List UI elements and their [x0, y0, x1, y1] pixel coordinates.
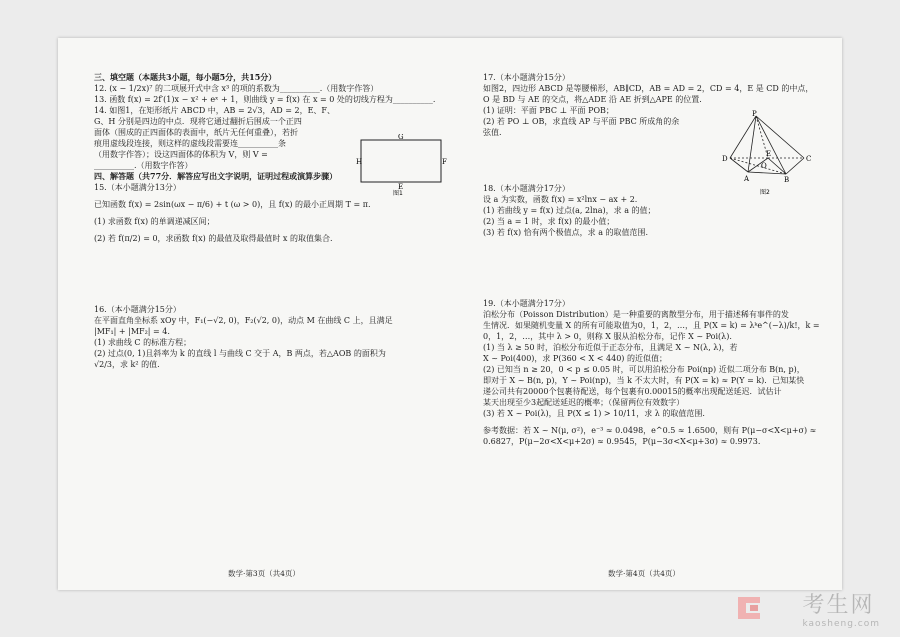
left-text-line: 面体（围成的正四面体的表面中，纸片无任何重叠），若折	[94, 128, 298, 137]
right-text-line: (1) 若曲线 y = f(x) 过点(a, 2lna)，求 a 的值；	[483, 206, 656, 215]
left-text-line: 四、解答题（共77分．解答应写出文字说明，证明过程或演算步骤）	[94, 171, 338, 181]
left-text-line: 在平面直角坐标系 xOy 中，F₁(−√2, 0)，F₂(√2, 0)，动点 M 在曲线 C 上，且满足	[94, 316, 393, 325]
left-text-line: (2) 若 f(π/2) = 0，求函数 f(x) 的最值及取得最值时 x 的取值集合.	[94, 234, 333, 243]
fig1-label-f: F	[442, 158, 447, 166]
left-text-line: 12. (x − 1/2x)⁷ 的二项展开式中含 x³ 的项的系数为__________.（用数字作答）	[94, 84, 379, 93]
left-text-line: (1) 求函数 f(x) 的单调递减区间；	[94, 217, 215, 226]
left-text-line: √2/3，求 k² 的值.	[94, 360, 160, 369]
left-text-line: （用数字作答）；设这四面体的体积为 V，则 V =	[94, 150, 268, 159]
right-text-line: 17.（本小题满分15分）	[483, 73, 570, 82]
left-text-line: 16.（本小题满分15分）	[94, 305, 181, 314]
right-text-line: 参考数据：若 X ~ N(μ, σ²)，e⁻³ ≈ 0.0498，e^0.5 ≈ 1.6500，则有 P(μ−σ<X<μ+σ) ≈	[483, 426, 817, 435]
exam-sheet	[58, 38, 842, 590]
right-text-line: (2) 已知当 n ≥ 20，0 < p ≤ 0.05 时，可以用泊松分布 Poi(np) 近似二项分布 B(n, p)，	[483, 365, 805, 374]
right-text-line: (3) 若 X ~ Poi(λ)，且 P(X ≤ 1) > 10/11，求 λ 的取值范围.	[483, 409, 705, 418]
right-text-line: 0，1，2，…，其中 λ > 0，则称 X 服从泊松分布，记作 X ~ Poi(λ).	[483, 332, 732, 341]
fig2-label-e: E	[766, 150, 772, 158]
right-text-line: 弦值.	[483, 128, 502, 137]
left-text-line	[94, 244, 454, 304]
left-text-line: G、H 分别是四边的中点．现将它通过翻折后围成一个正四	[94, 117, 302, 126]
right-text-line: 设 a 为实数，函数 f(x) = x²lnx − ax + 2.	[483, 195, 638, 204]
fig2-label-o: O	[761, 162, 767, 170]
right-text-line: (2) 若 PO ⊥ OB，求直线 AP 与平面 PBC 所成角的余	[483, 117, 680, 126]
fig1-caption: 图1	[393, 190, 403, 196]
left-text-line: (1) 求曲线 C 的标准方程；	[94, 338, 192, 347]
right-text-line: (1) 当 λ ≥ 50 时，泊松分布近似于正态分布，且满足 X ~ N(λ, λ)，若	[483, 343, 738, 352]
right-text-line	[483, 238, 813, 298]
fig2-label-b: B	[784, 176, 790, 184]
footer-left: 数学·第3页（共4页）	[228, 569, 300, 578]
watermark-logo-icon	[734, 593, 764, 623]
left-text-line: __________.（用数字作答）	[94, 161, 193, 170]
figure-1	[356, 134, 451, 196]
left-text-line: (2) 过点(0, 1)且斜率为 k 的直线 l 与曲线 C 交于 A，B 两点，若△AOB 的面积为	[94, 349, 386, 358]
right-text-line: X ~ Poi(400)，求 P(360 < X < 440) 的近似值；	[483, 354, 667, 363]
watermark-name: 考生网	[802, 593, 875, 618]
right-text-line: 泊松分布（Poisson Distribution）是一种重要的离散型分布，用于描述稀有事件的发	[483, 310, 789, 319]
left-text-line: 13. 函数 f(x) = 2f′(1)x − x² + eˣ + 1，则曲线 y = f(x) 在 x = 0 处的切线方程为__________.	[94, 95, 436, 104]
left-text-line: 15.（本小题满分13分）	[94, 183, 181, 192]
right-text-line: 如图2，四边形 ABCD 是等腰梯形，AB∥CD，AB = AD = 2，CD = 4，E 是 CD 的中点，	[483, 84, 814, 93]
right-text-line: (1) 证明：平面 PBC ⊥ 平面 POB；	[483, 106, 614, 115]
fig2-label-a: A	[744, 175, 750, 183]
fig2-label-d: D	[722, 155, 728, 163]
right-text-line: O 是 BD 与 AE 的交点，将△ADE 沿 AE 折到△APE 的位置.	[483, 95, 702, 104]
right-text-line: 递公司共有20000个包裹待配送，每个包裹有0.00015的概率出现配送延迟．试估计	[483, 387, 782, 396]
right-text-line: 生情况．如果随机变量 X 的所有可能取值为0，1，2，…，且 P(X = k) = λᵏe^(−λ)/k!，k =	[483, 321, 820, 330]
left-text-line: 三、填空题（本题共3小题，每小题5分，共15分）	[94, 72, 277, 82]
left-text-line: 14. 如图1，在矩形纸片 ABCD 中，AB = 2√3，AD = 2，E、F、	[94, 106, 335, 115]
right-text-line: 某天出现至少3起配送延迟的概率；（保留两位有效数字）	[483, 398, 685, 407]
right-text-line: 0.6827，P(μ−2σ<X<μ+2σ) ≈ 0.9545，P(μ−3σ<X<μ+3σ) ≈ 0.9973.	[483, 437, 761, 446]
left-text-line: |MF₁| + |MF₂| = 4.	[94, 327, 170, 336]
figure-2	[708, 110, 818, 200]
right-text-line: 即对于 X ~ B(n, p)，Y ~ Poi(np)，当 k 不太大时，有 P(X = k) ≈ P(Y = k)．已知某快	[483, 376, 805, 385]
fig2-label-c: C	[806, 155, 812, 163]
right-text-line: 19.（本小题满分17分）	[483, 299, 570, 308]
right-text-line: 18.（本小题满分17分）	[483, 184, 570, 193]
fig2-caption: 图2	[760, 189, 770, 196]
right-text-line: (3) 若 f(x) 恰有两个极值点，求 a 的取值范围.	[483, 228, 649, 237]
watermark	[802, 588, 880, 629]
fig1-label-g: G	[398, 134, 404, 141]
right-text-line: (2) 当 a = 1 时，求 f(x) 的最小值；	[483, 217, 615, 226]
left-text-line: 已知函数 f(x) = 2sin(ωx − π/6) + t (ω > 0)，且 f(x) 的最小正周期 T = π.	[94, 200, 371, 209]
left-text-line: 痕用虚线段连接，则这样的虚线段需要连__________条	[94, 139, 286, 148]
fig2-label-p: P	[752, 110, 757, 118]
left-column	[94, 72, 454, 370]
fig1-label-e: E	[398, 183, 404, 191]
footer-right: 数学·第4页（共4页）	[608, 569, 680, 578]
watermark-url: kaosheng.com	[802, 619, 880, 629]
fig1-label-h: H	[356, 158, 363, 166]
